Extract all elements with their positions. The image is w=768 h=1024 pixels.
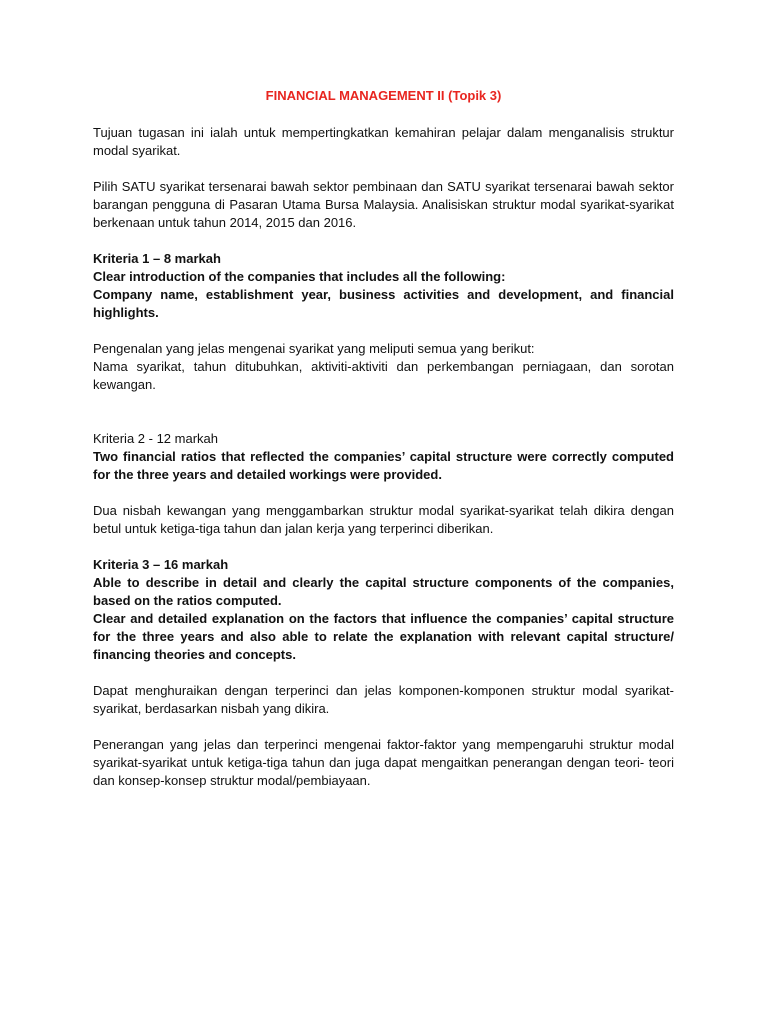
spacer xyxy=(93,160,674,178)
spacer xyxy=(93,394,674,430)
spacer xyxy=(93,322,674,340)
criterion-2-malay-line-1: Dua nisbah kewangan yang menggambarkan struktur modal syarikat-syarikat telah dikira dengan betul untuk ketiga-tiga tahun dan jalan kerja yang terperinci diberikan. xyxy=(93,503,674,536)
criterion-1-malay-line-1: Pengenalan yang jelas mengenai syarikat yang meliputi semua yang berikut: xyxy=(93,341,535,356)
intro-task: Pilih SATU syarikat tersenarai bawah sektor pembinaan dan SATU syarikat tersenarai bawah sektor barangan pengguna di Pasaran Utama Bursa Malaysia. Analisiskan struktur modal syarikat-syarikat berkenaan untuk tahun 2014, 2015 dan 2016. xyxy=(93,179,674,230)
intro-purpose: Tujuan tugasan ini ialah untuk mempertingkatkan kemahiran pelajar dalam menganalisis struktur modal syarikat. xyxy=(93,125,674,158)
document-title: FINANCIAL MANAGEMENT II (Topik 3) xyxy=(265,88,502,103)
spacer xyxy=(93,484,674,502)
spacer xyxy=(93,718,674,736)
criterion-2-english-line-1: Two financial ratios that reflected the companies’ capital structure were correctly computed for the three years and detailed workings were provided. xyxy=(93,449,674,482)
criterion-1-english-line-2: Company name, establishment year, business activities and development, and financial highlights. xyxy=(93,287,674,320)
criterion-3-english-line-2: Clear and detailed explanation on the factors that influence the companies’ capital structure for the three years and also able to relate the explanation with relevant capital structure/ financing theories and concepts. xyxy=(93,611,674,662)
criterion-1-english-line-1: Clear introduction of the companies that includes all the following: xyxy=(93,269,506,284)
criterion-3-heading: Kriteria 3 – 16 markah xyxy=(93,557,229,572)
criterion-3-english-line-1: Able to describe in detail and clearly the capital structure components of the companies, based on the ratios computed. xyxy=(93,575,674,608)
criterion-3-malay-line-2: Penerangan yang jelas dan terperinci mengenai faktor-faktor yang mempengaruhi struktur modal syarikat-syarikat untuk ketiga-tiga tahun dan juga dapat mengaitkan penerangan dengan teori- teori dan konsep-konsep struktur modal/pembiayaan. xyxy=(93,737,674,788)
criterion-3-malay-line-1: Dapat menghuraikan dengan terperinci dan jelas komponen-komponen struktur modal syarikat-syarikat, berdasarkan nisbah yang dikira. xyxy=(93,683,674,716)
document-page xyxy=(93,87,674,790)
spacer xyxy=(93,538,674,556)
spacer xyxy=(93,232,674,250)
criterion-1-malay-line-2: Nama syarikat, tahun ditubuhkan, aktiviti-aktiviti dan perkembangan perniagaan, dan sorotan kewangan. xyxy=(93,359,674,392)
criterion-2-heading: Kriteria 2 - 12 markah xyxy=(93,431,218,446)
criterion-1-heading: Kriteria 1 – 8 markah xyxy=(93,251,221,266)
spacer xyxy=(93,664,674,682)
